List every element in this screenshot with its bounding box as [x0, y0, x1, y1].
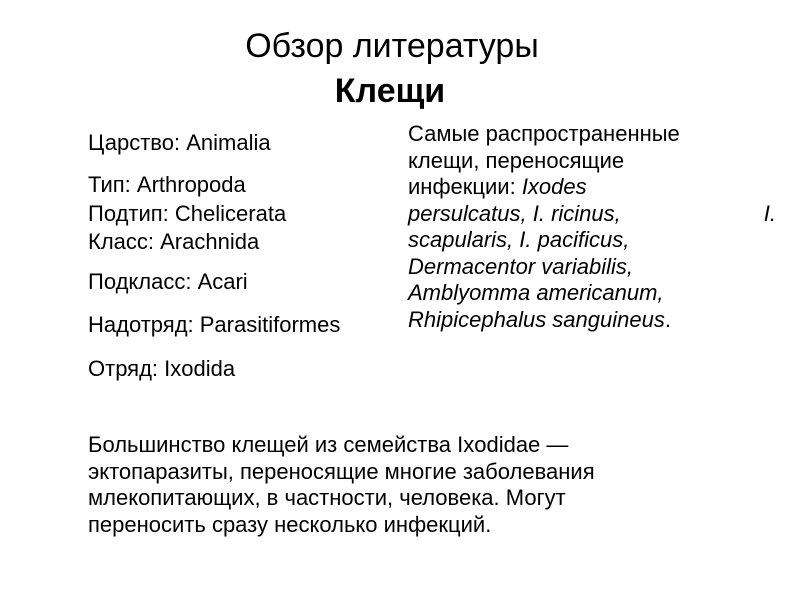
taxonomy-kingdom: Царство: Animalia [88, 130, 271, 155]
summary-line: эктопаразиты, переносящие многие заболевания [88, 458, 595, 484]
species-name: Ixodes [521, 174, 587, 199]
taxonomy-phylum: Тип: Arthropoda [88, 172, 246, 197]
taxonomy-superorder: Надотряд: Parasitiformes [88, 312, 341, 337]
taxonomy-subclass: Подкласс: Acari [88, 269, 248, 294]
slide-subtitle: Клещи [334, 72, 446, 110]
summary-line: млекопитающих, в частности, человека. Могут [88, 485, 566, 510]
species-name: scapularis, I. pacificus, [408, 227, 630, 252]
summary-line: переносить сразу несколько инфекций. [88, 511, 492, 537]
common-ticks-line [408, 201, 776, 228]
species-name: I. [763, 200, 776, 226]
species-name: Rhipicephalus sanguineus [408, 306, 665, 332]
taxonomy-class: Класс: Arachnida [88, 229, 260, 254]
common-ticks-text [408, 121, 784, 333]
species-name: Dermacentor variabilis, [408, 253, 633, 279]
summary-line: Большинство клещей из семейства Ixodidae — [88, 432, 569, 457]
species-name: Amblyomma americanum, [408, 280, 664, 305]
summary-paragraph [88, 432, 768, 538]
species-name: persulcatus, I. ricinus, [408, 200, 621, 226]
common-ticks-line [408, 307, 784, 334]
common-ticks-line: Самые распространенные [408, 121, 680, 146]
common-ticks-line: клещи, переносящие [408, 147, 625, 173]
common-ticks-line [408, 174, 784, 201]
taxonomy-order: Отряд: Ixodida [88, 356, 236, 381]
common-ticks-label: инфекции: [408, 174, 522, 199]
slide-title: Обзор литературы [245, 27, 539, 65]
sentence-end: . [664, 306, 671, 332]
taxonomy-subphylum: Подтип: Chelicerata [88, 201, 287, 226]
